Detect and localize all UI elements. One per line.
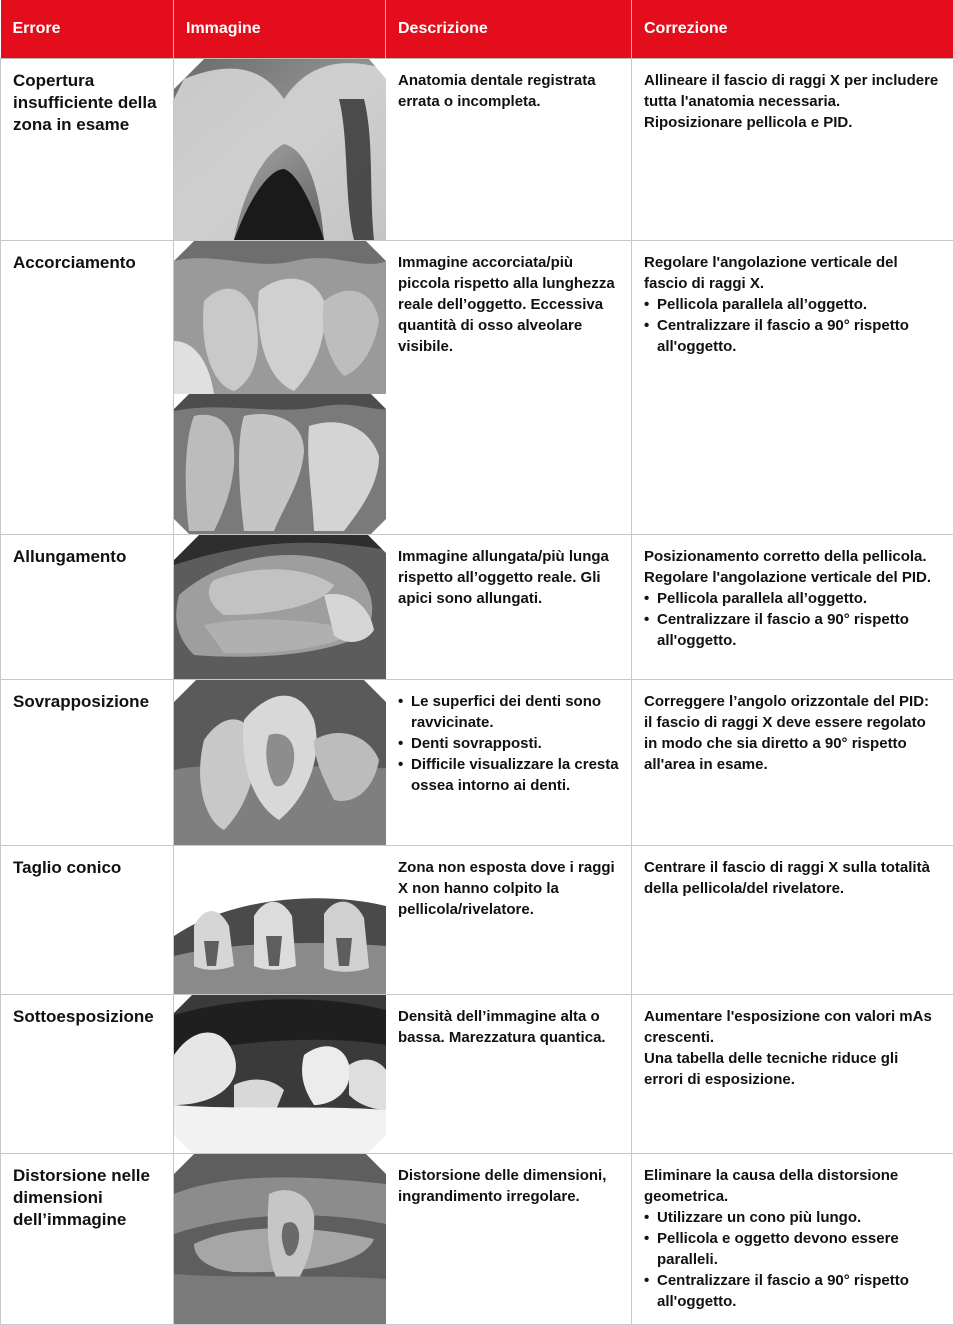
radiograph-image [174,846,386,995]
description-text: Distorsione delle dimensioni, ingrandimento irregolare. [398,1165,619,1207]
correction-text: Eliminare la causa della distorsione geometrica. [644,1165,941,1207]
correction-text: Allineare il fascio di raggi X per includere tutta l'anatomia necessaria. Riposizionare pellicola e PID. [644,70,941,133]
error-name: Sottoesposizione [1,995,174,1154]
bullet-item: • Denti sovrapposti. [398,733,619,754]
error-name: Sovrapposizione [1,680,174,846]
header-immagine: Immagine [174,0,386,59]
correction-text: Una tabella delle tecniche riduce gli errori di esposizione. [644,1048,941,1090]
bullet-item: • Pellicola e oggetto devono essere paralleli. [644,1228,941,1270]
header-errore: Errore [1,0,174,59]
table-row [1,1154,953,1325]
correction-text: Posizionamento corretto della pellicola. Regolare l'angolazione verticale del PID. [644,546,941,588]
description-text: Immagine allungata/più lunga rispetto all’oggetto reale. Gli apici sono allungati. [398,546,619,609]
correction-cell [632,535,953,680]
table-row [1,680,953,846]
radiograph-foreshortening [174,241,386,534]
radiograph-cone-cut [174,846,386,994]
bullet-item: • Utilizzare un cono più lungo. [644,1207,941,1228]
error-name: Allungamento [1,535,174,680]
correction-cell [632,995,953,1154]
bullet-item: • Difficile visualizzare la cresta ossea intorno ai denti. [398,754,619,796]
radiograph-image [174,241,386,535]
description-cell [386,535,632,680]
correction-bullets [644,294,941,357]
radiograph-image [174,59,386,241]
description-text: Anatomia dentale registrata errata o incompleta. [398,70,619,112]
radiograph-overlap [174,680,386,845]
table-row [1,535,953,680]
table-row [1,846,953,995]
table-row [1,995,953,1154]
bullet-item: • Pellicola parallela all’oggetto. [644,588,941,609]
description-cell [386,995,632,1154]
header-row [1,0,953,59]
description-text: Zona non esposta dove i raggi X non hanno colpito la pellicola/rivelatore. [398,857,619,920]
description-bullets [398,691,619,796]
radiograph-image [174,680,386,846]
error-name: Distorsione nelle dimensioni dell’immagine [1,1154,174,1325]
radiograph-elongation [174,535,386,679]
radiograph-coverage [174,59,386,240]
description-text: Immagine accorciata/più piccola rispetto alla lunghezza reale dell’oggetto. Eccessiva quantità di osso alveolare visibile. [398,252,619,357]
description-cell [386,241,632,535]
error-name: Accorciamento [1,241,174,535]
correction-cell [632,241,953,535]
bullet-item: • Centralizzare il fascio a 90° rispetto all'oggetto. [644,315,941,357]
radiograph-distortion [174,1154,386,1324]
header-descrizione: Descrizione [386,0,632,59]
table-row [1,241,953,535]
correction-cell [632,1154,953,1325]
bullet-item: • Pellicola parallela all’oggetto. [644,294,941,315]
correction-bullets [644,588,941,651]
correction-text: Regolare l'angolazione verticale del fascio di raggi X. [644,252,941,294]
correction-bullets [644,1207,941,1312]
correction-cell [632,846,953,995]
header-correzione: Correzione [632,0,953,59]
error-name: Copertura insufficiente della zona in esame [1,59,174,241]
description-cell [386,59,632,241]
correction-cell [632,59,953,241]
correction-text: Centrare il fascio di raggi X sulla totalità della pellicola/del rivelatore. [644,857,941,899]
correction-text: Aumentare l'esposizione con valori mAs crescenti. [644,1006,941,1048]
correction-cell [632,680,953,846]
description-cell [386,680,632,846]
bullet-item: • Le superfici dei denti sono ravvicinate. [398,691,619,733]
radiograph-image [174,535,386,680]
radiograph-image [174,1154,386,1325]
radiograph-image [174,995,386,1154]
bullet-item: • Centralizzare il fascio a 90° rispetto all'oggetto. [644,1270,941,1312]
radiograph-underexposure [174,995,386,1153]
description-cell [386,1154,632,1325]
table-row [1,59,953,241]
error-name: Taglio conico [1,846,174,995]
correction-text: Correggere l’angolo orizzontale del PID: il fascio di raggi X deve essere regolato in modo che sia diretto a 90° rispetto all'area in esame. [644,691,941,775]
description-text: Densità dell’immagine alta o bassa. Marezzatura quantica. [398,1006,619,1048]
bullet-item: • Centralizzare il fascio a 90° rispetto all'oggetto. [644,609,941,651]
description-cell [386,846,632,995]
